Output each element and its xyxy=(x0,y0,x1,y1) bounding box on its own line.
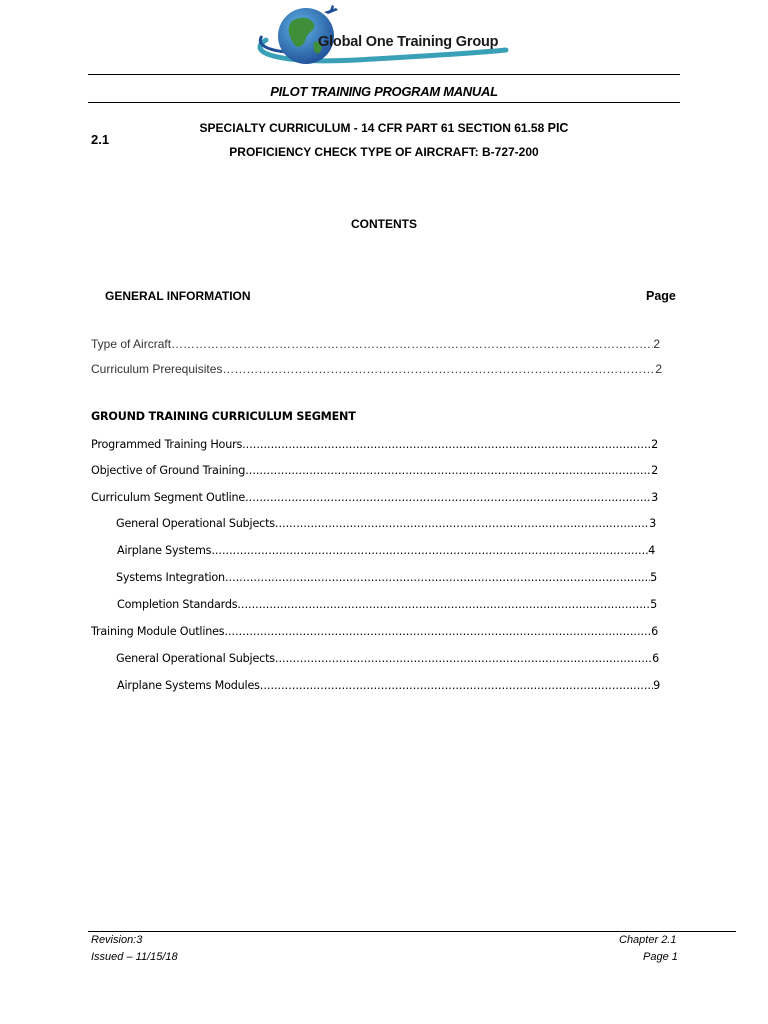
toc-entry-page: 5 xyxy=(650,598,657,611)
section-number: 2.1 xyxy=(91,132,110,147)
toc-leader xyxy=(225,571,650,584)
toc-entry-page: 5 xyxy=(650,571,657,584)
toc-entry-page: 6 xyxy=(651,625,658,638)
ground-training-heading: GROUND TRAINING CURRICULUM SEGMENT xyxy=(91,410,356,423)
logo-text: Global One Training Group xyxy=(318,34,499,50)
toc-subentry[interactable] xyxy=(117,544,655,560)
manual-title: PILOT TRAINING PROGRAM MANUAL xyxy=(270,84,498,99)
toc-entry-page: 2 xyxy=(655,362,662,376)
toc-entry-page: 3 xyxy=(651,491,658,504)
toc-entry-label: Type of Aircraft xyxy=(91,337,172,351)
general-information-heading: GENERAL INFORMATION xyxy=(105,289,251,303)
toc-subentry[interactable] xyxy=(116,517,656,533)
toc-entry-label: Curriculum Segment Outline xyxy=(91,491,246,504)
page-column-heading: Page xyxy=(646,289,676,303)
toc-leader xyxy=(275,652,652,665)
toc-leader xyxy=(242,438,651,451)
toc-leader xyxy=(245,491,651,504)
toc-entry-label: General Operational Subjects xyxy=(116,652,275,665)
toc-entry-page: 2 xyxy=(651,438,658,451)
curriculum-title-main: SPECIALTY CURRICULUM - 14 CFR PART 61 SECTION 61.58 xyxy=(199,121,548,135)
toc-leader xyxy=(171,337,653,351)
toc-leader xyxy=(224,625,651,638)
header-rule-bottom xyxy=(88,102,680,103)
toc-entry[interactable] xyxy=(91,491,658,507)
header-rule-top xyxy=(88,74,680,75)
toc-subentry[interactable] xyxy=(116,652,659,668)
footer-issued: Issued – 11/15/18 xyxy=(91,951,178,963)
toc-entry[interactable] xyxy=(91,438,658,454)
contents-title: CONTENTS xyxy=(351,217,417,231)
toc-entry-page: 4 xyxy=(648,544,655,557)
toc-entry[interactable] xyxy=(91,625,658,641)
toc-entry-label: Objective of Ground Training xyxy=(91,464,246,477)
footer-rule xyxy=(88,931,736,932)
toc-leader xyxy=(222,362,655,376)
footer-revision: Revision:3 xyxy=(91,934,143,946)
toc-entry-page: 2 xyxy=(651,464,658,477)
toc-subentry[interactable] xyxy=(117,679,660,695)
toc-entry[interactable] xyxy=(91,464,658,480)
toc-entry[interactable] xyxy=(91,337,660,353)
toc-subentry[interactable] xyxy=(117,598,657,614)
toc-subentry[interactable] xyxy=(116,571,657,587)
toc-entry-page: 9 xyxy=(653,679,660,692)
curriculum-title-suffix: PIC xyxy=(547,121,569,135)
toc-leader xyxy=(245,464,651,477)
toc-entry-label: Training Module Outlines xyxy=(91,625,225,638)
toc-entry-label: Airplane Systems xyxy=(117,544,212,557)
toc-entry-label: Curriculum Prerequisites xyxy=(91,362,223,376)
toc-leader xyxy=(237,598,650,611)
footer-chapter: Chapter 2.1 xyxy=(619,934,677,946)
toc-entry-label: General Operational Subjects xyxy=(116,517,275,530)
toc-leader xyxy=(275,517,649,530)
toc-entry-label: Completion Standards xyxy=(117,598,238,611)
toc-entry-page: 6 xyxy=(652,652,659,665)
toc-entry-page: 2 xyxy=(653,337,660,351)
toc-leader xyxy=(260,679,653,692)
toc-entry-label: Programmed Training Hours xyxy=(91,438,243,451)
toc-entry[interactable] xyxy=(91,362,662,378)
toc-entry-page: 3 xyxy=(649,517,656,530)
curriculum-title xyxy=(88,121,680,135)
company-logo xyxy=(236,2,536,70)
toc-entry-label: Systems Integration xyxy=(116,571,225,584)
footer-page-number: Page 1 xyxy=(643,951,678,963)
aircraft-type-line: PROFICIENCY CHECK TYPE OF AIRCRAFT: B-727-200 xyxy=(229,145,539,159)
toc-leader xyxy=(211,544,648,557)
toc-entry-label: Airplane Systems Modules xyxy=(117,679,260,692)
